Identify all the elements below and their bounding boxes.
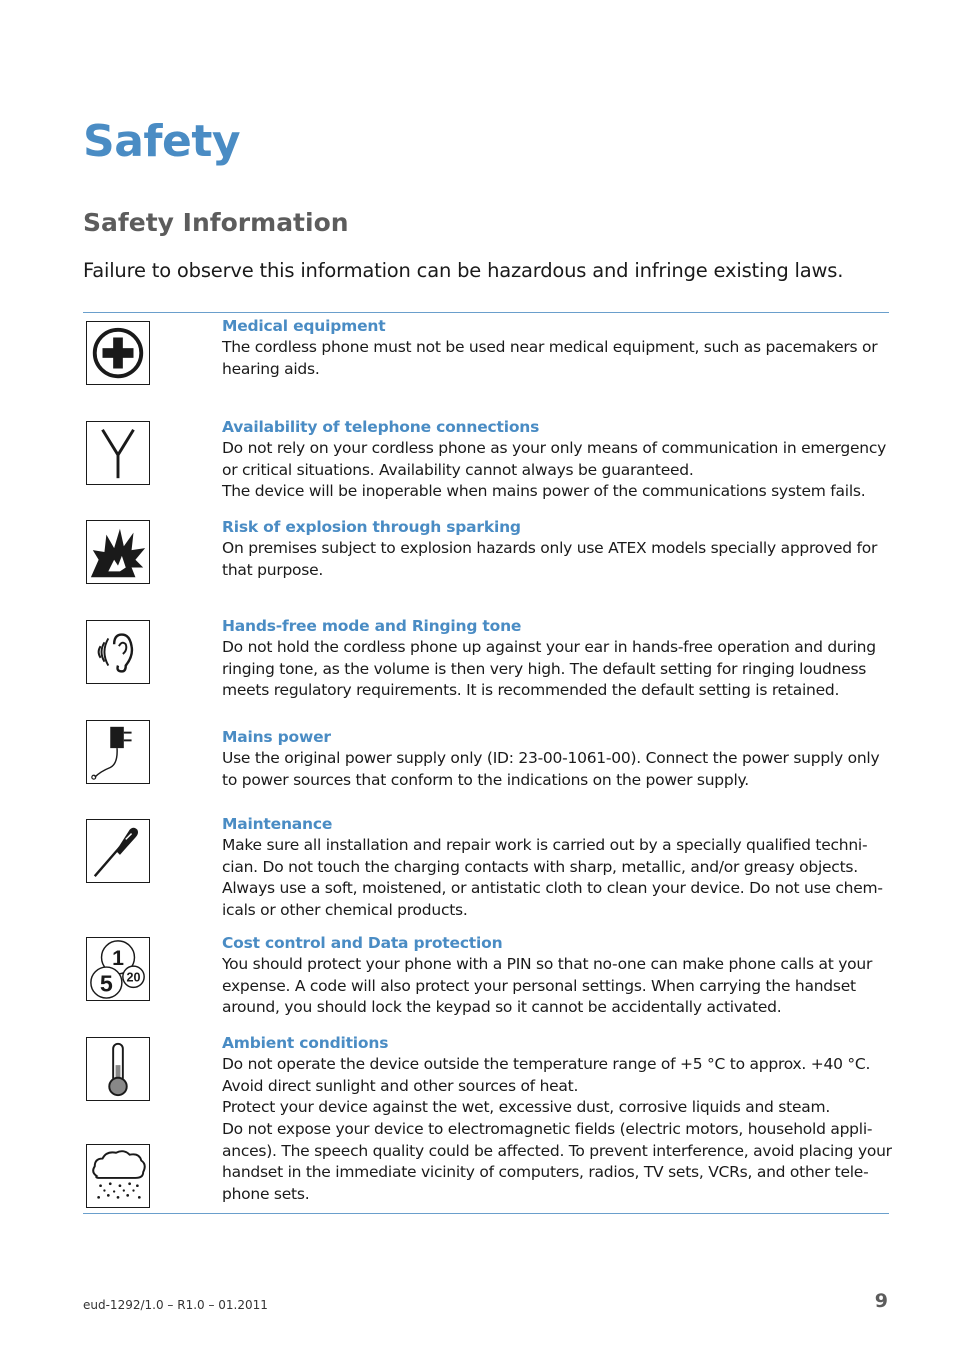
section-text-line: Do not hold the cordless phone up against your ear in hands-free operation and during: [222, 638, 876, 656]
section-text-line: cian. Do not touch the charging contacts with sharp, metallic, and/or greasy objects.: [222, 857, 858, 876]
section-text-line: Do not rely on your cordless phone as your only means of communication in emergency: [222, 439, 887, 457]
section-text-line: ances). The speech quality could be affected. To prevent interference, avoid placing your: [222, 1141, 892, 1160]
antenna-icon: [86, 421, 150, 485]
section-heading: Availability of telephone connections: [222, 418, 540, 436]
section-text-line: ringing tone, as the volume is then very high. The default setting for ringing loudness: [222, 659, 867, 678]
section-text-line: Protect your device against the wet, excessive dust, corrosive liquids and steam.: [222, 1098, 830, 1117]
section-text-line: You should protect your phone with a PIN so that no-one can make phone calls at your: [222, 955, 873, 973]
section-text-line: The device will be inoperable when mains power of the communications system fails.: [222, 482, 866, 501]
svg-text:5: 5: [99, 970, 113, 997]
section-text-line: or critical situations. Availability cannot always be guaranteed.: [222, 460, 694, 479]
section-hands-free: [222, 616, 888, 702]
section-maintenance: [222, 814, 888, 922]
section-text-line: around, you should lock the keypad so it cannot be accidentally activated.: [222, 998, 782, 1017]
section-text-line: expense. A code will also protect your personal settings. When carrying the handset: [222, 976, 856, 995]
section-cost-control: [222, 933, 888, 1019]
section-text-line: Use the original power supply only (ID: 23-00-1061-00). Connect the power supply only: [222, 749, 880, 767]
section-medical-equipment: [222, 316, 888, 380]
section-text-line: meets regulatory requirements. It is recommended the default setting is retained.: [222, 681, 840, 700]
section-text-line: Do not operate the device outside the temperature range of +5 °C to approx. +40 °C.: [222, 1055, 871, 1073]
section-text-line: Do not expose your device to electromagnetic fields (electric motors, household appli-: [222, 1120, 873, 1139]
document-code: eud-1292/1.0 – R1.0 – 01.2011: [83, 1298, 268, 1312]
svg-text:20: 20: [126, 970, 141, 985]
section-heading: Mains power: [222, 728, 331, 746]
rain-cloud-icon: [86, 1144, 150, 1208]
section-text-line: Make sure all installation and repair work is carried out by a specially qualified techni-: [222, 836, 868, 854]
section-text-line: that purpose.: [222, 560, 324, 579]
ear-volume-icon: [86, 620, 150, 684]
section-text-line: phone sets.: [222, 1185, 310, 1204]
section-ambient-conditions: [222, 1033, 892, 1206]
section-text-line: Avoid direct sunlight and other sources of heat.: [222, 1076, 579, 1095]
medical-cross-icon: [86, 321, 150, 385]
section-heading: Risk of explosion through sparking: [222, 518, 521, 536]
section-text-line: handset in the immediate vicinity of computers, radios, TV sets, VCRs, and other tele-: [222, 1163, 869, 1182]
power-adapter-icon: [86, 720, 150, 784]
section-text-line: The cordless phone must not be used near medical equipment, such as pacemakers or: [222, 338, 878, 356]
section-heading: Ambient conditions: [222, 1034, 389, 1052]
section-heading: Cost control and Data protection: [222, 934, 503, 952]
thermometer-icon: [86, 1037, 150, 1101]
coins-icon: [86, 937, 150, 1001]
section-heading: Maintenance: [222, 815, 333, 833]
section-text-line: icals or other chemical products.: [222, 901, 468, 920]
bottom-divider: [83, 1213, 889, 1214]
section-mains-power: [222, 727, 888, 791]
top-divider: [83, 312, 889, 313]
screwdriver-icon: [86, 819, 150, 883]
section-telephone-connections: [222, 417, 888, 503]
section-explosion-risk: [222, 517, 888, 581]
explosion-icon: [86, 520, 150, 584]
section-text-line: hearing aids.: [222, 359, 320, 378]
svg-text:1: 1: [112, 946, 124, 971]
section-text-line: On premises subject to explosion hazards only use ATEX models specially approved for: [222, 539, 878, 557]
page-number: 9: [874, 1290, 888, 1312]
section-text-line: to power sources that conform to the indications on the power supply.: [222, 770, 749, 789]
intro-text: Failure to observe this information can be hazardous and infringe existing laws.: [83, 259, 844, 282]
section-text-line: Always use a soft, moistened, or antistatic cloth to clean your device. Do not use chem-: [222, 879, 883, 898]
section-heading: Medical equipment: [222, 317, 386, 335]
page-title: Safety: [83, 116, 241, 167]
section-subtitle: Safety Information: [83, 208, 349, 237]
section-heading: Hands-free mode and Ringing tone: [222, 617, 522, 635]
